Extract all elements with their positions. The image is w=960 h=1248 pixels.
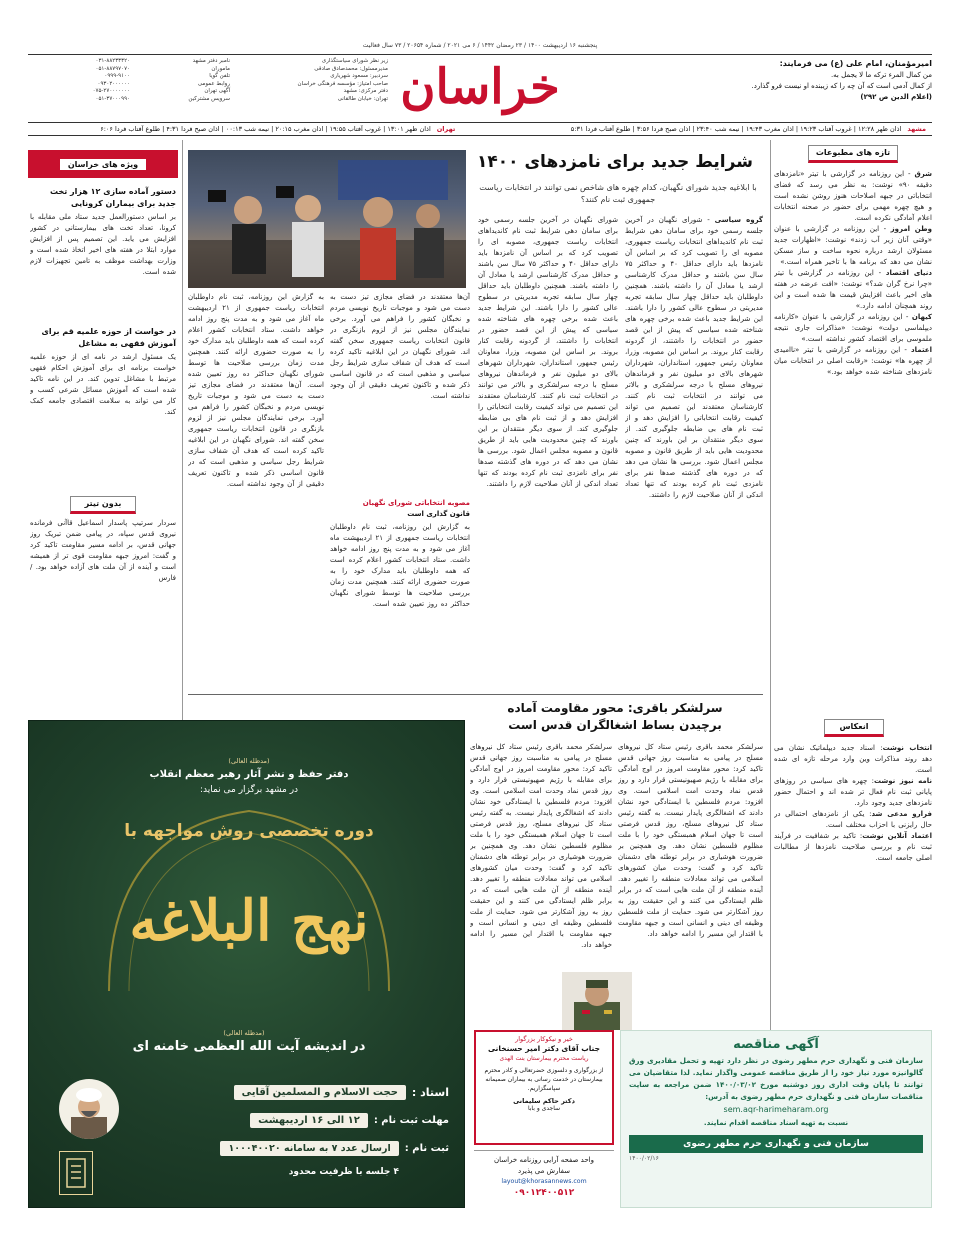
ad-register-sms[interactable]: ارسال عدد ۷ به سامانه ۱۰۰۰۴۰۰۲۰ (220, 1141, 398, 1156)
top-date-line: پنجشنبه ۱۶ اردیبهشت ۱۴۰۰ / ۲۳ رمضان ۱۴۴۲ / ۶ می ۲۰۲۱ / شماره ۲۰۶۵۴ / ۷۳ سال فعالیت (362, 42, 598, 49)
reflection-item-text: تاکید بر شفافیت در فرآیند ثبت نام و بررسی صلاحیت نامزدها از مطالبات اصلی جامعه است. (774, 832, 932, 862)
prayer-times-tehran: اذان ظهر ۱۳:۰۱ | غروب آفتاب ۱۹:۵۵ | اذان مغرب ۲۰:۱۵ | نیمه شب ۰۰:۱۳ | اذان صبح فردا ۴:۳۱ | طلوع آفتاب فردا ۶:۰۶ (100, 125, 431, 133)
tender-body2: نسبت به تهیه اسناد مناقصه اقدام نمایند. (703, 1118, 849, 1127)
press-item: شرق - این روزنامه در گزارشی با تیتر «نامزدهای دقیقه ۹۰» نوشت: به نظر می رسد که فضای انتخاباتی در جبهه اصلاحات هنوز روشن نشده است و هیچ چهره مهمی برای حضور در صحنه انتخابات اعلام آمادگی نکرده است. (774, 170, 932, 222)
main-article-body-col1: گروه سیاسی - شورای نگهبان در آخرین جلسه رسمی خود برای سامان دهی شرایط ثبت نام کاندیداهای انتخابات ریاست جمهوری، مصوبه ای را تصویب کرد که بر اساس آن نامزدها باید دارای حداقل ۴۰ و حداکثر ۷۵ سال سن باشند و حداقل مدرک کارشناسی ارشد یا معادل آن را داشته باشند. همچنین داوطلبان باید حداقل چهار سال سابقه تجربه مدیریتی در سطوح عالی کشور را دارا باشند. این شرایط جدید باعث شده برخی چهره های شناخته شده سیاسی که پیش از این قصد حضور در انتخابات را داشتند، از گردونه رقابت کنار بروند. بر اساس این مصوبه، وزرا، معاونان رئیس جمهور، استانداران، شهرداران شهرهای بالای دو میلیون نفر و فرماندهان نیروهای مسلح با درجه سرلشکری و بالاتر می توانند در انتخابات ثبت نام کنند. کارشناسان معتقدند این تصمیم می تواند کیفیت رقابت انتخاباتی را افزایش دهد و از ثبت نام های بی ضابطه جلوگیری کند. از سوی دیگر منتقدان بر این باورند که چنین محدودیت هایی باید از طریق قانون و مصوبه مجلس اعمال شود. بررسی ها نشان می دهد که در دوره های گذشته صدها نفر برای نامزدی ثبت نام کرده بودند که تنها تعداد اندکی از آنان صلاحیت لازم را داشتند. (625, 216, 763, 499)
main-article-body-col2: شورای نگهبان در آخرین جلسه رسمی خود برای سامان دهی شرایط ثبت نام کاندیداهای انتخابات ریاست جمهوری، مصوبه ای را تصویب کرد که بر اساس آن نامزدها باید دارای حداقل ۴۰ و حداکثر ۷۵ سال سن باشند و حداقل مدرک کارشناسی ارشد یا معادل آن را داشته باشند. همچنین داوطلبان باید حداقل چهار سال سابقه تجربه مدیریتی در سطوح عالی کشور را دارا باشند. این شرایط جدید باعث شده برخی چهره های شناخته شده سیاسی که پیش از این قصد حضور در انتخابات را داشتند، از گردونه رقابت کنار بروند. بر اساس این مصوبه، وزرا، معاونان رئیس جمهور، استانداران، شهرداران شهرهای بالای دو میلیون نفر و فرماندهان نیروهای مسلح با درجه سرلشکری و بالاتر می توانند در انتخابات ثبت نام کنند. کارشناسان معتقدند این تصمیم می تواند کیفیت رقابت انتخاباتی را افزایش دهد و از ثبت نام های بی ضابطه جلوگیری کند. از سوی دیگر منتقدان بر این باورند که چنین محدودیت هایی باید از طریق قانون و مصوبه مجلس اعمال شود. بررسی ها نشان می دهد که در دوره های گذشته صدها نفر برای نامزدی ثبت نام کرده بودند که تنها تعداد اندکی از آنان صلاحیت لازم را داشتند. (478, 216, 618, 488)
ad-teacher-label: استاد : (411, 1085, 449, 1099)
reflection-tab: انعکاس (824, 719, 884, 737)
quote-title: امیرمؤمنان، امام علی (ع) می فرمایند: (779, 59, 932, 68)
khorasan-special-tab-label: ویژه های خراسان (60, 159, 146, 170)
main-article-body-col3 (330, 292, 470, 494)
press-review-tab: تازه های مطبوعات (808, 145, 898, 163)
teacher-avatar (59, 1079, 119, 1139)
ad-office-logo (59, 1151, 93, 1195)
tender-footer: سازمان فنی و نگهداری حرم مطهر رضوی (629, 1135, 923, 1153)
daily-quote (722, 58, 932, 103)
contact-label-6: سرویس مشترکین (188, 95, 230, 102)
reflection-item: فرارو مدعی شد: یکی از نامزدهای احتمالی در حال رایزنی با احزاب مختلف است. (774, 810, 932, 829)
office-logo-icon (64, 1156, 88, 1190)
layout-service-ad (474, 1150, 614, 1208)
contact-label-3: تلفن گویا (209, 73, 230, 79)
quote-line-1: من کمال المرء ترکه ما لا یجمل به. (830, 71, 932, 79)
ad-teacher-portrait (59, 1079, 119, 1139)
press-item-text: این روزنامه در گزارشی با عنوان «وقتی آنان زیر آب زدند» نوشت: «اظهارات جدید مسئولان ارشد درباره نحوه ساخت و ساز مسکن نشان می دهد که برنامه ها با تاخیر همراه است.» (774, 225, 932, 266)
contact-label-4: روابط عمومی (197, 80, 230, 87)
thanks-ad (474, 1030, 614, 1145)
masthead-info-4: صاحب امتیاز: مؤسسه فرهنگی خراسان (297, 80, 388, 87)
reflection-list (774, 743, 932, 1043)
reflection-item-head: فرارو مدعی شد (871, 810, 932, 818)
ad-deadline-row (149, 1109, 449, 1131)
ad-deadline-label: مهلت ثبت نام : (373, 1114, 449, 1126)
press-item-head: شرق (914, 170, 932, 178)
tender-site[interactable]: sem.aqr-harimeharam.org (723, 1105, 829, 1114)
ad-teacher-row (149, 1081, 449, 1103)
layout-service-accepts: سفارش می پذیرد (517, 1167, 571, 1175)
logo-text: خراسان (400, 59, 560, 115)
layout-service-unit: واحد صفحه آرایی روزنامه خراسان (493, 1156, 595, 1164)
contact-number-1: ۰۳۱-۸۸۲۳۳۳۲۰ (95, 58, 130, 64)
press-item: وطن امروز - این روزنامه در گزارشی با عنوان «وقتی آنان زیر آب زدند» نوشت: «اظهارات جدید مسئولان ارشد درباره نحوه ساخت و ساز مسکن نشان می دهد که برنامه ها با تاخیر همراه است.» (774, 225, 932, 266)
photo-scene (188, 150, 466, 288)
left-news1-title: دستور آماده سازی ۱۲ هزار تخت جدید برای بیماران کرونایی (49, 187, 176, 208)
thanks-ad-top: خیر و نیکوکار بزرگوار (515, 1035, 573, 1043)
second-article-col1: سرلشکر محمد باقری رئیس ستاد کل نیروهای مسلح در پیامی به مناسبت روز جهانی قدس تاکید کرد: محور مقاومت امروز در اوج آمادگی برای مقابله با رژیم صهیونیستی قرار دارد و روز قدس نماد وحدت امت اسلامی است. وی افزود: مردم فلسطین با ایستادگی خود نشان دادند که اشغالگری پایدار نیست. به گفته رئیس ستاد کل نیروهای مسلح، روز قدس فرصتی است تا جهان اسلام همبستگی خود را با ملت مظلوم فلسطین نشان دهد. وی همچنین بر ضرورت هوشیاری در برابر توطئه های دشمنان تاکید کرد و گفت: وحدت میان کشورهای اسلامی می تواند معادلات منطقه را تغییر دهد. آینده منطقه از آن ملت هایی است که در برابر ظلم ایستادگی می کنند و این حقیقت روز به روز آشکارتر می شود. حمایت از ملت فلسطین وظیفه ای دینی و انسانی است و جبهه مقاومت با اقتدار این مسیر را ادامه خواهد داد. (618, 743, 763, 938)
press-item-head: اعتماد (911, 346, 932, 354)
thanks-ad-sign: دکتر حاکم سلیمانی (513, 1097, 575, 1105)
contact-label-1: نامبر دفتر مشهد (192, 58, 230, 64)
contact-number-2: ۰۵۱-۸۸۷۹۷۰۷۰ (95, 65, 130, 72)
press-item-head: وطن امروز (890, 225, 932, 233)
masthead-info-5: دفتر مرکزی: مشهد (343, 88, 388, 94)
press-item-text: این روزنامه در گزارشی با تیتر «نامزدهای دقیقه ۹۰» نوشت: به نظر می رسد که فضای انتخاباتی در جبهه اصلاحات هنوز روشن نشده است و هیچ چهره مهمی برای حضور در صحنه انتخابات اعلام آمادگی نکرده است. (774, 170, 932, 222)
prayer-city-mashhad: مشهد (907, 125, 926, 133)
masthead-info-1: زیر نظر شورای سیاستگذاری (321, 58, 388, 64)
ad-org-sub: در مشهد برگزار می نماید: (199, 785, 299, 795)
reflection-item: نامه نیوز نوشت: چهره های سیاسی در روزهای پایانی ثبت نام فعال تر شده اند و احتمال حضور نامزدهای جدید وجود دارد. (774, 777, 932, 807)
masthead-info-3: سردبیر: مسعود شهریاری (330, 73, 388, 79)
box-title: مصوبه انتخاباتی شورای نگهبان (362, 499, 470, 507)
thanks-ad-body: از بزرگواری و دلسوزی حضرتعالی و کادر محترم بیمارستان در خدمت رسانی به بیماران صمیمانه سپاسگزاریم. (484, 1067, 604, 1092)
masthead-info-2: مدیرمسئول: محمدصادق صادقی (314, 65, 388, 72)
contact-number-3: ۰۹۹۹-۹۱۰۰ (104, 73, 130, 79)
left-news2-title: در خواست از حوزه علمیه قم برای آموزش فقهی به مشاغل (41, 327, 176, 348)
thanks-ad-role: ریاست محترم بیمارستان بنت الهدی (499, 1055, 589, 1062)
reflection-item-head: اعتماد آنلاین نوشت (862, 832, 932, 840)
reflection-item-head: انتخاب نوشت (882, 744, 932, 752)
press-review-column (774, 145, 932, 1043)
prayer-times-mashhad: اذان ظهر ۱۲:۲۸ | غروب آفتاب ۱۹:۲۳ | اذان مغرب ۱۹:۴۳ | نیمه شب ۲۳:۴۰ | اذان صبح فردا ۳:۵۶ | طلوع آفتاب فردا ۵:۳۱ (570, 125, 902, 133)
general-portrait (562, 972, 632, 1030)
prayer-times-bar (28, 122, 932, 136)
main-article-body-col3b: به گزارش این روزنامه، ثبت نام داوطلبان انتخابات ریاست جمهوری از ۲۱ اردیبهشت ماه آغاز می شود و به مدت پنج روز ادامه خواهد داشت. ستاد انتخابات کشور اعلام کرده است که همه داوطلبان باید مدارک خود را به صورت حضوری ارائه کنند. همچنین مدت زمان بررسی صلاحیت ها توسط شورای نگهبان حداکثر ده روز تعیین شده است. (330, 523, 470, 608)
contact-info (30, 58, 230, 103)
thanks-ad-sign-sub: ساجدی و بابا (527, 1105, 561, 1112)
tender-code: ۱۴۰۰/۰۲/۱۶ (629, 1155, 659, 1162)
main-article-body-col4 (188, 292, 324, 690)
nahj-course-ad[interactable] (28, 720, 465, 1208)
reflection-item-head: نامه نیوز نوشت (873, 777, 932, 785)
tender-body: سازمان فنی و نگهداری حرم مطهر رضوی در نظر دارد تهیه و تحمل مقادیری ورق گالوانیزه مورد نیاز خود را از طریق مناقصه عمومی واگذار نماید. لذا متقاضیان می توانند تا پایان وقت اداری روز دوشنبه مورخ ۱۴۰۰/۰۳/۰۲ ضمن مراجعه به سایت مناقصات سازمان فنی و نگهداری حرم مطهر رضوی به آدرس: (629, 1056, 923, 1101)
masthead-info-6: تهران: خیابان طالقانی (337, 95, 388, 102)
tender-ad (620, 1030, 932, 1208)
ad-thought-note: (مدظله العالی) (223, 1029, 265, 1037)
quote-line-2: از کمال آدمی است که آن چه را که زیبنده او نیست فرو گذارد. (751, 82, 932, 90)
ad-org-note: (مدظله العالی) (228, 757, 270, 765)
contact-label-2: ماموران (211, 65, 230, 72)
quote-line-3: (اعلام الدین ص ۲۹۲) (860, 93, 932, 101)
press-item: دنیای اقتصاد - این روزنامه در گزارشی با تیتر «چرا نرخ گران شد؟» نوشت: «افت عرضه در هفته های اخیر باعث افزایش قیمت ها شده است و این روند همچنان ادامه دارد.» (774, 269, 932, 310)
contact-label-5: آگهی تهران (204, 88, 230, 94)
ad-thought: در اندیشه آیت الله العظمی خامنه ای (132, 1039, 366, 1054)
ad-course-title: دوره تخصصی روش مواجهه با (124, 821, 374, 841)
left-news1-body: بر اساس دستورالعمل جدید ستاد ملی مقابله با کرونا، تعداد تخت های بیمارستانی در کشور افزایش می یابد. این تصمیم پس از افزایش موارد ابتلا در هفته های اخیر اتخاذ شده است و وزارت بهداشت موظف به تامین تجهیزات لازم شده است. (30, 213, 176, 276)
press-item: اعتماد - این روزنامه در گزارشی با تیتر «ناامیدی از چهره ها» نوشت: «رقابت اصلی در انتخابات میان نامزدهای شناخته شده خواهد بود.» (774, 346, 932, 376)
press-item-head: کیهان (911, 313, 932, 321)
reflection-item: اعتماد آنلاین نوشت: تاکید بر شفافیت در فرآیند ثبت نام و بررسی صلاحیت نامزدها از مطالبات اصلی جامعه است. (774, 832, 932, 862)
thanks-ad-name: جناب آقای دکتر امیر حسنخانی (487, 1044, 601, 1053)
masthead-info (238, 58, 388, 103)
second-article-col2: سرلشکر محمد باقری رئیس ستاد کل نیروهای مسلح در پیامی به مناسبت روز جهانی قدس تاکید کرد: محور مقاومت امروز در اوج آمادگی برای مقابله با رژیم صهیونیستی قرار دارد و روز قدس نماد وحدت امت اسلامی است. وی افزود: مردم فلسطین با ایستادگی خود نشان دادند که اشغالگری پایدار نیست. به گفته رئیس ستاد کل نیروهای مسلح، روز قدس فرصتی است تا جهان اسلام همبستگی خود را با ملت مظلوم فلسطین نشان دهد. وی همچنین بر ضرورت هوشیاری در برابر توطئه های دشمنان تاکید کرد و گفت: وحدت میان کشورهای اسلامی می تواند معادلات منطقه را تغییر دهد. آینده منطقه از آن ملت هایی است که در برابر ظلم ایستادگی می کنند و این حقیقت روز به روز آشکارتر می شود. حمایت از ملت فلسطین وظیفه ای دینی و انسانی است و جبهه مقاومت با اقتدار این مسیر را ادامه خواهد داد. (470, 743, 612, 949)
second-article-title-line2: برچیدن بساط اشغالگران قدس است (508, 718, 722, 732)
no-title-tab: بدون تیتر (70, 496, 136, 514)
general-bagheri-photo (562, 972, 632, 1030)
tender-title: آگهی مناقصه (733, 1037, 819, 1052)
candidate-registration-photo (188, 150, 466, 288)
contact-number-4: ۰۹۳۰۲۰۰۰۰۰۰ (97, 80, 130, 87)
reflection-item-text: اسناد جدید دیپلماتیک نشان می دهد روند مذاکرات وین وارد مرحله تازه ای شده است. (774, 744, 932, 774)
ad-book-title: نهج البلاغه (129, 888, 369, 954)
second-article-title-line1: سرلشکر باقری: محور مقاومت آماده (507, 701, 723, 715)
box-subtitle: قانون گذاری است (407, 510, 470, 518)
press-item-text: این روزنامه در گزارشی با عنوان «کارنامه دیپلماسی دولت» نوشت: «مذاکرات جاری نتیجه ملموسی برای اقتصاد کشور نداشته است.» (774, 313, 932, 343)
ad-sessions: ۴ جلسه با ظرفیت محدود (288, 1167, 399, 1177)
left-news2-body: یک مسئول ارشد در نامه ای از حوزه علمیه خواست برنامه ای برای آموزش احکام فقهی مرتبط با مشاغل تدوین کند. در این نامه تاکید شده است که آموزش مسائل شرعی کسب و کار می تواند به سلامت اقتصادی جامعه کمک کند. (30, 353, 176, 416)
second-article-title (470, 700, 760, 734)
reflection-item-text: چهره های سیاسی در روزهای پایانی ثبت نام فعال تر شده اند و احتمال حضور نامزدهای جدید وجود دارد. (774, 777, 932, 807)
ad-org: دفتر حفظ و نشر آثار رهبر معظم انقلاب (149, 769, 349, 780)
main-article-title: شرایط جدید برای نامزدهای ۱۴۰۰ (477, 152, 753, 172)
main-article-body2-cont: آن‌ها معتقدند در فضای مجازی تیز دست به دست می شود و موجبات تاریخ نویسی مردم و نخبگان کشور را فراهم می آورد. برخی نمایندگان مجلس نیز از لزوم بازنگری در قانون انتخابات ریاست جمهوری سخن گفته اند. شورای نگهبان در این ابلاغیه تاکید کرده است که هدف آن شفاف سازی شرایط رجل سیاسی و مذهبی است که در قانون اساسی ذکر شده و تاکنون تعریف دقیقی از آن وجود نداشته است. (188, 381, 324, 488)
press-item-text: این روزنامه در گزارشی با تیتر «چرا نرخ گران شد؟» نوشت: «افت عرضه در هفته های اخیر باعث افزایش قیمت ها شده است و این روند همچنان ادامه دارد.» (774, 269, 932, 310)
prayer-city-tehran: تهران (436, 125, 456, 133)
main-article-box-title (330, 498, 470, 520)
newspaper-logo (395, 54, 565, 124)
press-item-text: این روزنامه در گزارشی با تیتر «ناامیدی از چهره ها» نوشت: «رقابت اصلی در انتخابات میان نامزدهای شناخته شده خواهد بود.» (774, 346, 932, 376)
main-article-body2: آن‌ها معتقدند در فضای مجازی تیز دست به دست می شود و موجبات تاریخ نویسی مردم و نخبگان کشور را فراهم می آورد. برخی نمایندگان مجلس نیز از لزوم بازنگری در قانون انتخابات ریاست جمهوری سخن گفته اند. شورای نگهبان در این ابلاغیه تاکید کرده است که هدف آن شفاف سازی شرایط رجل سیاسی و مذهبی است که در قانون اساسی ذکر شده و تاکنون تعریف دقیقی از آن وجود نداشته است. (330, 293, 470, 400)
layout-service-email[interactable]: layout@khorasannews.com (501, 1178, 587, 1185)
main-article-lead-label: گروه سیاسی (714, 216, 763, 224)
contact-number-5: ۰۷۵-۲۷۰۰۰۰۰۰۰ (92, 88, 130, 94)
reflection-item-text: یکی از نامزدهای احتمالی در حال رایزنی با احزاب مختلف است. (774, 810, 932, 829)
layout-service-phone[interactable]: ۰۹۰۱۲۴۰۰۵۱۲ (513, 1188, 575, 1198)
ad-register-row (129, 1137, 449, 1159)
press-item: کیهان - این روزنامه در گزارشی با عنوان «کارنامه دیپلماسی دولت» نوشت: «مذاکرات جاری نتیجه ملموسی برای اقتصاد کشور نداشته است.» (774, 313, 932, 343)
ad-teacher-name: حجت الاسلام و المسلمین آقایی (234, 1085, 406, 1100)
khorasan-special-tab (28, 150, 178, 178)
press-review-list (774, 169, 932, 709)
reflection-item: انتخاب نوشت: اسناد جدید دیپلماتیک نشان می دهد روند مذاکرات وین وارد مرحله تازه ای شده است. (774, 744, 932, 774)
main-article-body: شورای نگهبان در آخرین جلسه رسمی خود برای سامان دهی شرایط ثبت نام کاندیداهای انتخابات ریاست جمهوری، مصوبه ای را تصویب کرد که بر اساس آن نامزدها باید دارای حداقل ۴۰ و حداکثر ۷۵ سال سن باشند و حداقل مدرک کارشناسی ارشد یا معادل آن را داشته باشند. همچنین داوطلبان باید حداقل چهار سال سابقه تجربه مدیریتی در سطوح عالی کشور را دارا باشند. این شرایط جدید باعث شده برخی چهره های شناخته شده سیاسی که پیش از این قصد حضور در انتخابات را داشتند، از گردونه رقابت کنار بروند. بر اساس این مصوبه، وزرا، معاونان رئیس جمهور، استانداران، شهرداران شهرهای بالای دو میلیون نفر و فرماندهان نیروهای مسلح با درجه سرلشکری و بالاتر می توانند در انتخابات ثبت نام کنند. کارشناسان معتقدند این تصمیم می تواند کیفیت رقابت انتخاباتی را افزایش دهد و از ثبت نام های بی ضابطه جلوگیری کند. از سوی دیگر منتقدان بر این باورند که چنین محدودیت هایی باید از طریق قانون و مصوبه مجلس اعمال شود. بررسی ها نشان می دهد که در دوره های گذشته صدها نفر برای نامزدی ثبت نام کرده بودند که تنها تعداد اندکی از آنان صلاحیت لازم را داشتند. (625, 216, 763, 499)
ad-register-label: ثبت نام : (404, 1142, 449, 1154)
left-news3-body: سردار سرتیپ پاسدار اسماعیل قاآنی فرمانده نیروی قدس سپاه، در پیامی ضمن تبریک روز جهانی قدس، بر ادامه مسیر مقاومت تاکید کرد و گفت: امروز جبهه مقاومت قوی تر از همیشه است و آینده از آن ملت های آزاده خواهد بود. / فارس (30, 519, 176, 582)
contact-number-6: ۰۵۱-۳۷۰۰۰۹۹۰ (95, 95, 130, 102)
main-article-subtitle: با ابلاغیه جدید شورای نگهبان، کدام چهره های شاخص نمی توانند در انتخابات ریاست جمهوری ثبت نام کنند؟ (479, 183, 757, 204)
main-article-body3-cont: به گزارش این روزنامه، ثبت نام داوطلبان انتخابات ریاست جمهوری از ۲۱ اردیبهشت ماه آغاز می شود و به مدت پنج روز ادامه خواهد داشت. ستاد انتخابات کشور اعلام کرده است که همه داوطلبان باید مدارک خود را به صورت حضوری ارائه کنند. همچنین مدت زمان بررسی صلاحیت ها توسط شورای نگهبان حداکثر ده روز تعیین شده است. (188, 293, 324, 389)
press-item-head: دنیای اقتصاد (885, 269, 932, 277)
ad-deadline: ۱۲ الی ۱۶ اردیبهشت (250, 1113, 368, 1128)
